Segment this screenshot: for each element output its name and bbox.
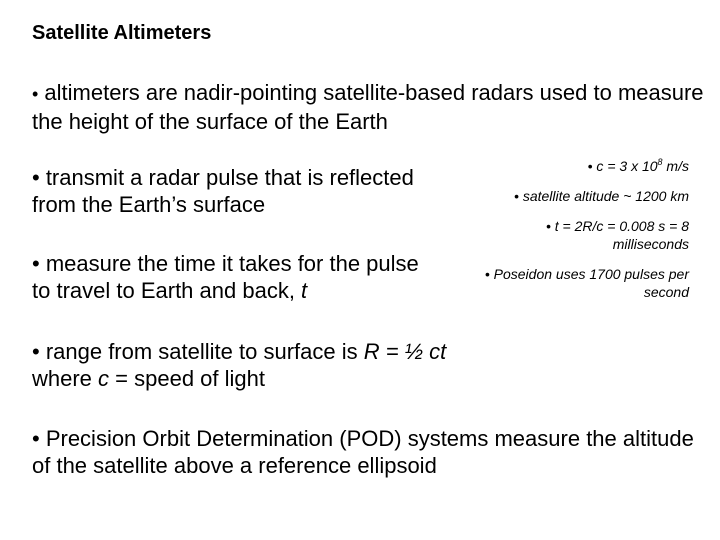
bullet-range-speed: = speed of light [109,366,265,391]
note-satellite-altitude: • satellite altitude ~ 1200 km [514,188,689,204]
bullet-altimeters [32,79,712,135]
bullet-range-text: • range from satellite to surface is [32,339,364,364]
note-speed-of-light [429,157,689,175]
bullet-range [32,338,702,392]
bullet-transmit: • transmit a radar pulse that is reflected from the Earth’s surface [32,165,414,217]
bullet-marker: • [32,84,39,104]
note-speed-unit: m/s [662,158,689,174]
bullet-altimeters-text: altimeters are nadir-pointing satellite-based radars used to measure the height of the surface of the Earth [32,80,704,134]
bullet-pod: • Precision Orbit Determination (POD) systems measure the altitude of the satellite above a reference ellipsoid [32,426,694,478]
bullet-measure-time [32,250,422,304]
bullet-range-where: where [32,366,99,391]
note-speed-exponent: 8 [657,157,663,167]
range-formula: R = ½ ct [363,339,447,364]
note-travel-time: • t = 2R/c = 0.008 s = 8 milliseconds [545,218,689,252]
variable-t: t [301,278,308,303]
note-poseidon-pulses: • Poseidon uses 1700 pulses per second [484,266,689,300]
variable-c: c [98,366,110,391]
bullet-measure-time-text: • measure the time it takes for the pulse to travel to Earth and back, [32,251,419,303]
note-speed-text: • c = 3 x 10 [587,158,658,174]
slide-title: Satellite Altimeters [32,22,212,44]
